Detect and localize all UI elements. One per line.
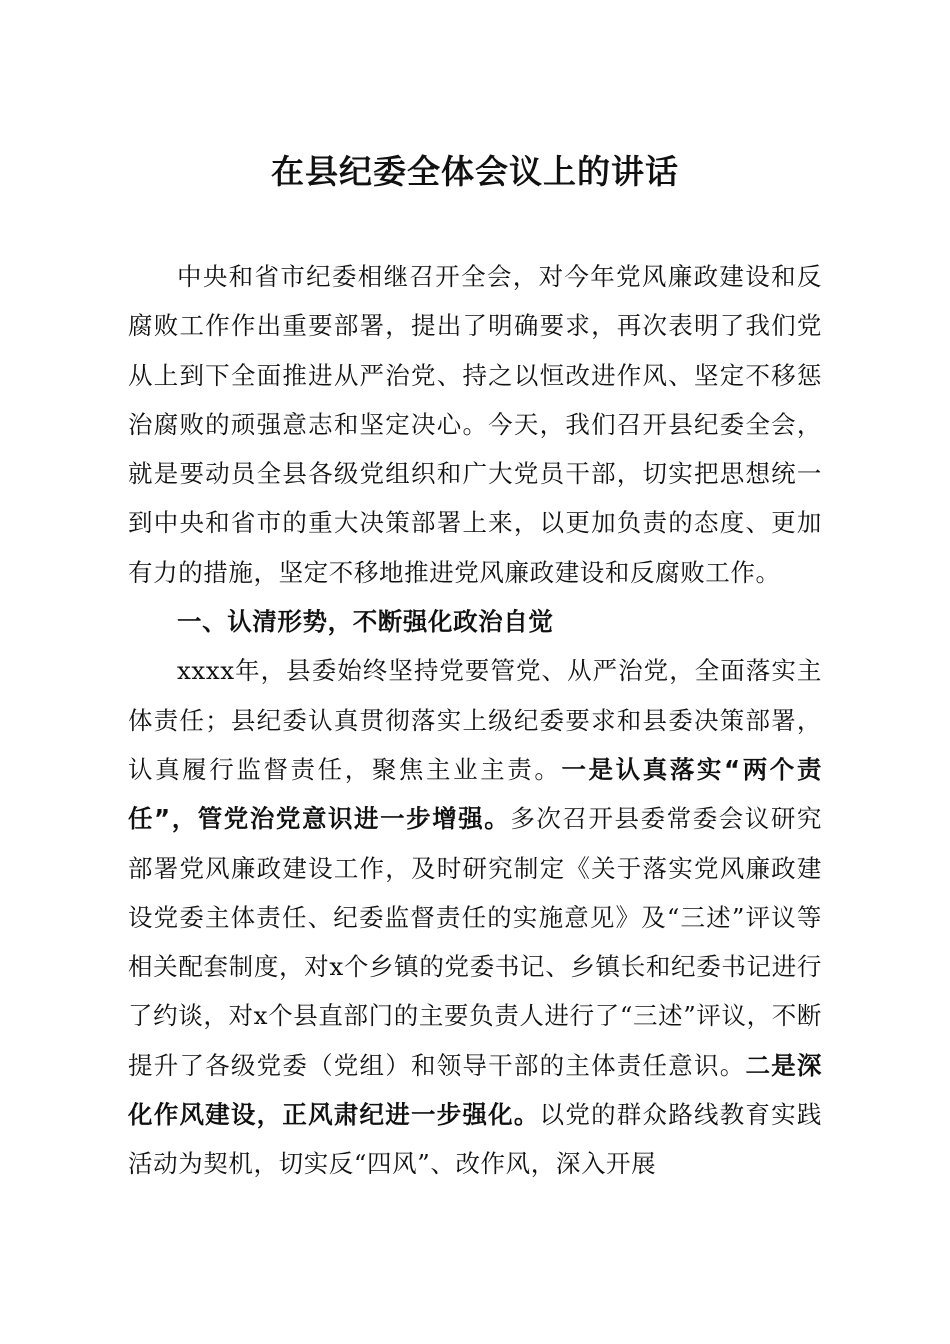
point-2-bold-lead: 二是深化作风建设，正风肃纪进一步强化。 <box>128 1050 822 1130</box>
intro-paragraph: 中央和省市纪委相继召开全会，对今年党风廉政建设和反腐败工作作出重要部署，提出了明确要求，再次表明了我们党从上到下全面推进从严治党、持之以恒改进作风、坚定不移惩治腐败的顽强意志和坚定决心。今天，我们召开县纪委全会，就是要动员全县各级党组织和广大党员干部，切实把思想统一到中央和省市的重大决策部署上来，以更加负责的态度、更加有力的措施，坚定不移地推进党风廉政建设和反腐败工作。 <box>128 262 822 587</box>
section-1-opening-text: xxxx年，县委始终坚持党要管党、从严治党，全面落实主体责任；县纪委认真贯彻落实上级纪委要求和县委决策部署，认真履行监督责任，聚焦主业主责。 <box>128 656 822 784</box>
point-1-bold-lead: 一是认真落实“两个责任”，管党治党意识进一步增强。 <box>128 754 822 834</box>
point-1-text: 多次召开县委常委会议研究部署党风廉政建设工作，及时研究制定《关于落实党风廉政建设党委主体责任、纪委监督责任的实施意见》及“三述”评议等相关配套制度，对x个乡镇的党委书记、乡镇长和纪委书记进行了约谈，对x个县直部门的主要负责人进行了“三述”评议，不断提升了各级党委（党组）和领导干部的主体责任意识。 <box>128 804 822 1080</box>
point-2-text: 以党的群众路线教育实践活动为契机，切实反“四风”、改作风，深入开展 <box>128 1100 822 1179</box>
section-1-paragraph <box>128 646 822 1188</box>
section-heading-1: 一、认清形势，不断强化政治自觉 <box>177 607 554 637</box>
document-body <box>128 252 822 1189</box>
document-title: 在县纪委全体会议上的讲话 <box>271 152 679 191</box>
